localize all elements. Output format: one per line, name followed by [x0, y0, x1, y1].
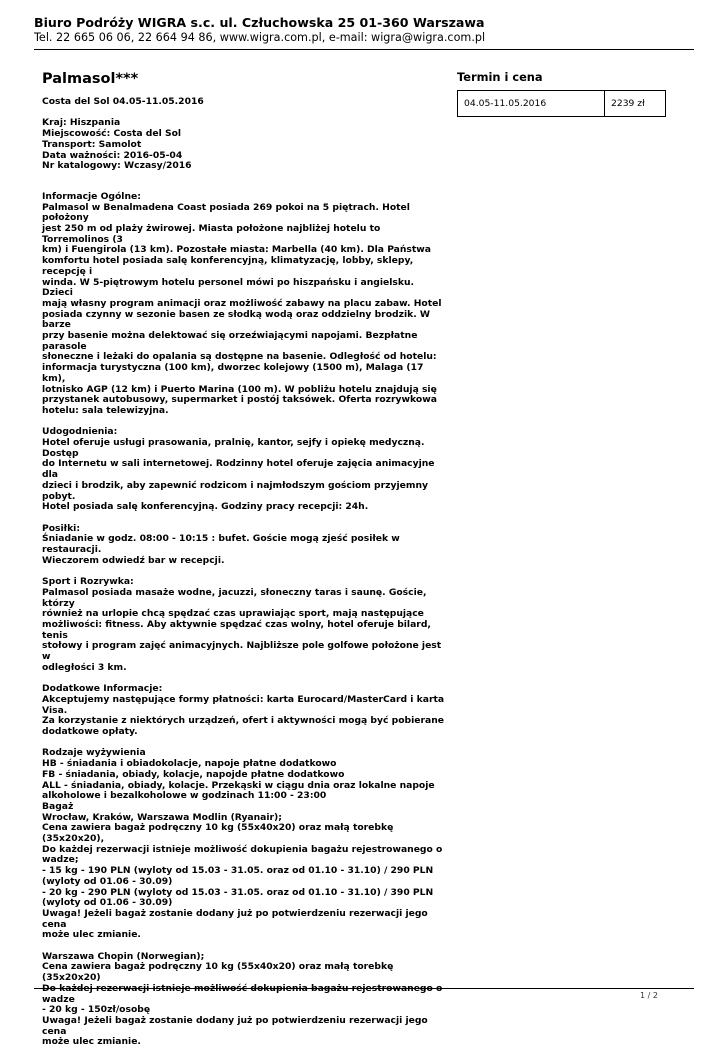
section-line: (wyloty od 01.06 - 30.09): [42, 897, 173, 909]
offer-content: [42, 70, 446, 1048]
term-date: 04.05-11.05.2016: [458, 91, 605, 117]
section-line: może ulec zmianie.: [42, 1036, 141, 1048]
offer-detail: Kraj: Hiszpania: [42, 117, 121, 129]
section-line: możliwości: fitness. Aby aktywnie spędzać czas wolny, hotel oferuje bilard, tenis: [42, 618, 431, 641]
section-heading: Posiłki:: [42, 522, 81, 534]
header-divider: [34, 49, 694, 50]
document-header: [34, 15, 694, 45]
section-line: alkoholowe i bezalkoholowe w godzinach 11:00 - 23:00: [42, 790, 327, 802]
offer-title: Palmasol***: [42, 71, 139, 87]
section-line: Palmasol w Benalmadena Coast posiada 269 pokoi na 5 piętrach. Hotel położony: [42, 201, 410, 224]
section-line: lotnisko AGP (12 km) i Puerto Marina (100 m). W pobliżu hotelu znajdują się: [42, 383, 437, 395]
section: [42, 684, 446, 738]
section-heading: Informacje Ogólne:: [42, 190, 141, 202]
section-heading: Warszawa Chopin (Norwegian);: [42, 950, 205, 962]
section-line: Hotel posiada salę konferencyjną. Godziny pracy recepcji: 24h.: [42, 501, 369, 513]
section-line: słoneczne i leżaki do opalania są dostępne na basenie. Odległość od hotelu:: [42, 351, 437, 363]
section: [42, 524, 446, 567]
section-line: wadze: [42, 993, 75, 1005]
section-line: Śniadanie w godz. 08:00 - 10:15 : bufet. Goście mogą zjeść posiłek w restauracji.: [42, 533, 400, 556]
section-line: komfortu hotel posiada salę konferencyjną, klimatyzację, lobby, sklepy, recepcję i: [42, 255, 414, 277]
section-line: posiada czynny w sezonie basen ze słodką wodą oraz oddzielny brodzik. W barze: [42, 308, 431, 331]
section: [42, 427, 446, 513]
section-heading: Rodzaje wyżywienia: [42, 747, 146, 759]
section-line: stołowy i program zajęć animacyjnych. Najbliższe pole golfowe położone jest w: [42, 640, 442, 663]
offer-subtitle: Costa del Sol 04.05-11.05.2016: [42, 96, 204, 107]
section-line: - 15 kg - 190 PLN (wyloty od 15.03 - 31.05. oraz od 01.10 - 31.10) / 290 PLN: [42, 865, 434, 877]
section-line: Wieczorem odwiedź bar w recepcji.: [42, 554, 225, 566]
section-line: FB - śniadania, obiady, kolacje, napojde płatne dodatkowo: [42, 768, 345, 780]
section-line: winda. W 5-piętrowym hotelu personel mówi po hiszpańsku i angielsku. Dzieci: [42, 276, 414, 299]
section-line: Uwaga! Jeżeli bagaż zostanie dodany już po potwierdzeniu rezerwacji jego cena: [42, 907, 428, 930]
section-line: również na urlopie chcą spędzać czas uprawiając sport, mają następujące: [42, 608, 424, 620]
section: [42, 577, 446, 673]
section-line: przy basenie można delektować się orzeźwiającymi napojami. Bezpłatne parasole: [42, 330, 418, 352]
section-line: Cena zawiera bagaż podręczny 10 kg (55x40x20) oraz małą torebkę (35x20x20): [42, 961, 394, 984]
section-line: Palmasol posiada masaże wodne, jacuzzi, słoneczny taras i saunę. Goście, którzy: [42, 586, 427, 609]
page-number: 1 / 2: [640, 991, 658, 1000]
section: [42, 748, 446, 941]
section-line: informacja turystyczna (100 km), dworzec kolejowy (1500 m), Malaga (17 km),: [42, 362, 424, 384]
section-heading: Dodatkowe Informacje:: [42, 683, 163, 695]
section-line: Za korzystanie z niektórych urządzeń, ofert i aktywności mogą być pobierane: [42, 715, 444, 727]
section: [42, 192, 446, 417]
section-line: - 20 kg - 290 PLN (wyloty od 15.03 - 31.05. oraz od 01.10 - 31.10) / 390 PLN: [42, 886, 434, 898]
offer-detail: Data ważności: 2016-05-04: [42, 149, 183, 161]
section-heading: Sport i Rozrywka:: [42, 576, 134, 588]
pricing-panel: [457, 70, 666, 117]
footer-divider: [34, 988, 694, 989]
section-line: ALL - śniadania, obiady, kolacje. Przekąski w ciągu dnia oraz lokalne napoje: [42, 779, 435, 791]
section-line: Hotel oferuje usługi prasowania, pralnię, kantor, sejfy i opiekę medyczną. Dostęp: [42, 437, 425, 459]
section-line: odległości 3 km.: [42, 661, 127, 673]
section-line: Akceptujemy następujące formy płatności: karta Eurocard/MasterCard i karta Visa.: [42, 693, 445, 716]
section-heading: Udogodnienia:: [42, 426, 118, 438]
company-name: Biuro Podróży WIGRA s.c. ul. Człuchowska 25 01-360 Warszawa: [34, 15, 485, 30]
section-line: wadze;: [42, 854, 79, 866]
term-price: 2239 zł: [605, 91, 666, 117]
section-line: Do każdej rezerwacji istnieje możliwość dokupienia bagażu rejestrowanego o: [42, 982, 443, 994]
pricing-title: Termin i cena: [457, 70, 543, 84]
section-line: do Internetu w sali internetowej. Rodzinny hotel oferuje zajęcia animacyjne dla: [42, 458, 435, 481]
offer-detail: Miejscowość: Costa del Sol: [42, 128, 182, 140]
section-line: Do każdej rezerwacji istnieje możliwość dokupienia bagażu rejestrowanego o: [42, 843, 443, 855]
offer-detail: Nr katalogowy: Wczasy/2016: [42, 160, 192, 172]
section-line: Wrocław, Kraków, Warszawa Modlin (Ryanair);: [42, 811, 282, 823]
section-line: HB - śniadania i obiadokolacje, napoje płatne dodatkowo: [42, 758, 337, 770]
pricing-row: [458, 91, 666, 117]
offer-sections: [42, 192, 446, 1048]
section-line: mają własny program animacji oraz możliwość zabawy na placu zabaw. Hotel: [42, 297, 442, 309]
section-line: (wyloty od 01.06 - 30.09): [42, 875, 173, 887]
section: [42, 952, 446, 1048]
section-line: jest 250 m od plaży żwirowej. Miasta położone najbliżej hotelu to Torremolinos (3: [42, 223, 381, 245]
section-line: hotelu: sala telewizyjna.: [42, 404, 169, 416]
company-contact: Tel. 22 665 06 06, 22 664 94 86, www.wigra.com.pl, e-mail: wigra@wigra.com.pl: [34, 31, 486, 44]
pricing-table: [457, 90, 666, 117]
section-line: - 20 kg - 150zł/osobę: [42, 1004, 151, 1016]
offer-details: [42, 118, 446, 172]
section-line: Cena zawiera bagaż podręczny 10 kg (55x40x20) oraz małą torebkę (35x20x20),: [42, 822, 394, 845]
section-line: Uwaga! Jeżeli bagaż zostanie dodany już po potwierdzeniu rezerwacji jego cena: [42, 1014, 428, 1037]
section-line: przystanek autobusowy, supermarket i postój taksówek. Oferta rozrywkowa: [42, 394, 437, 406]
section-line: może ulec zmianie.: [42, 929, 141, 941]
offer-detail: Transport: Samolot: [42, 138, 142, 150]
section-line: dodatkowe opłaty.: [42, 726, 138, 737]
section-line: Bagaż: [42, 800, 74, 812]
section-line: km) i Fuengirola (13 km). Pozostałe miasta: Marbella (40 km). Dla Państwa: [42, 244, 431, 256]
section-line: dzieci i brodzik, aby zapewnić rodzicom i najmłodszym gościom przyjemny pobyt.: [42, 479, 428, 502]
